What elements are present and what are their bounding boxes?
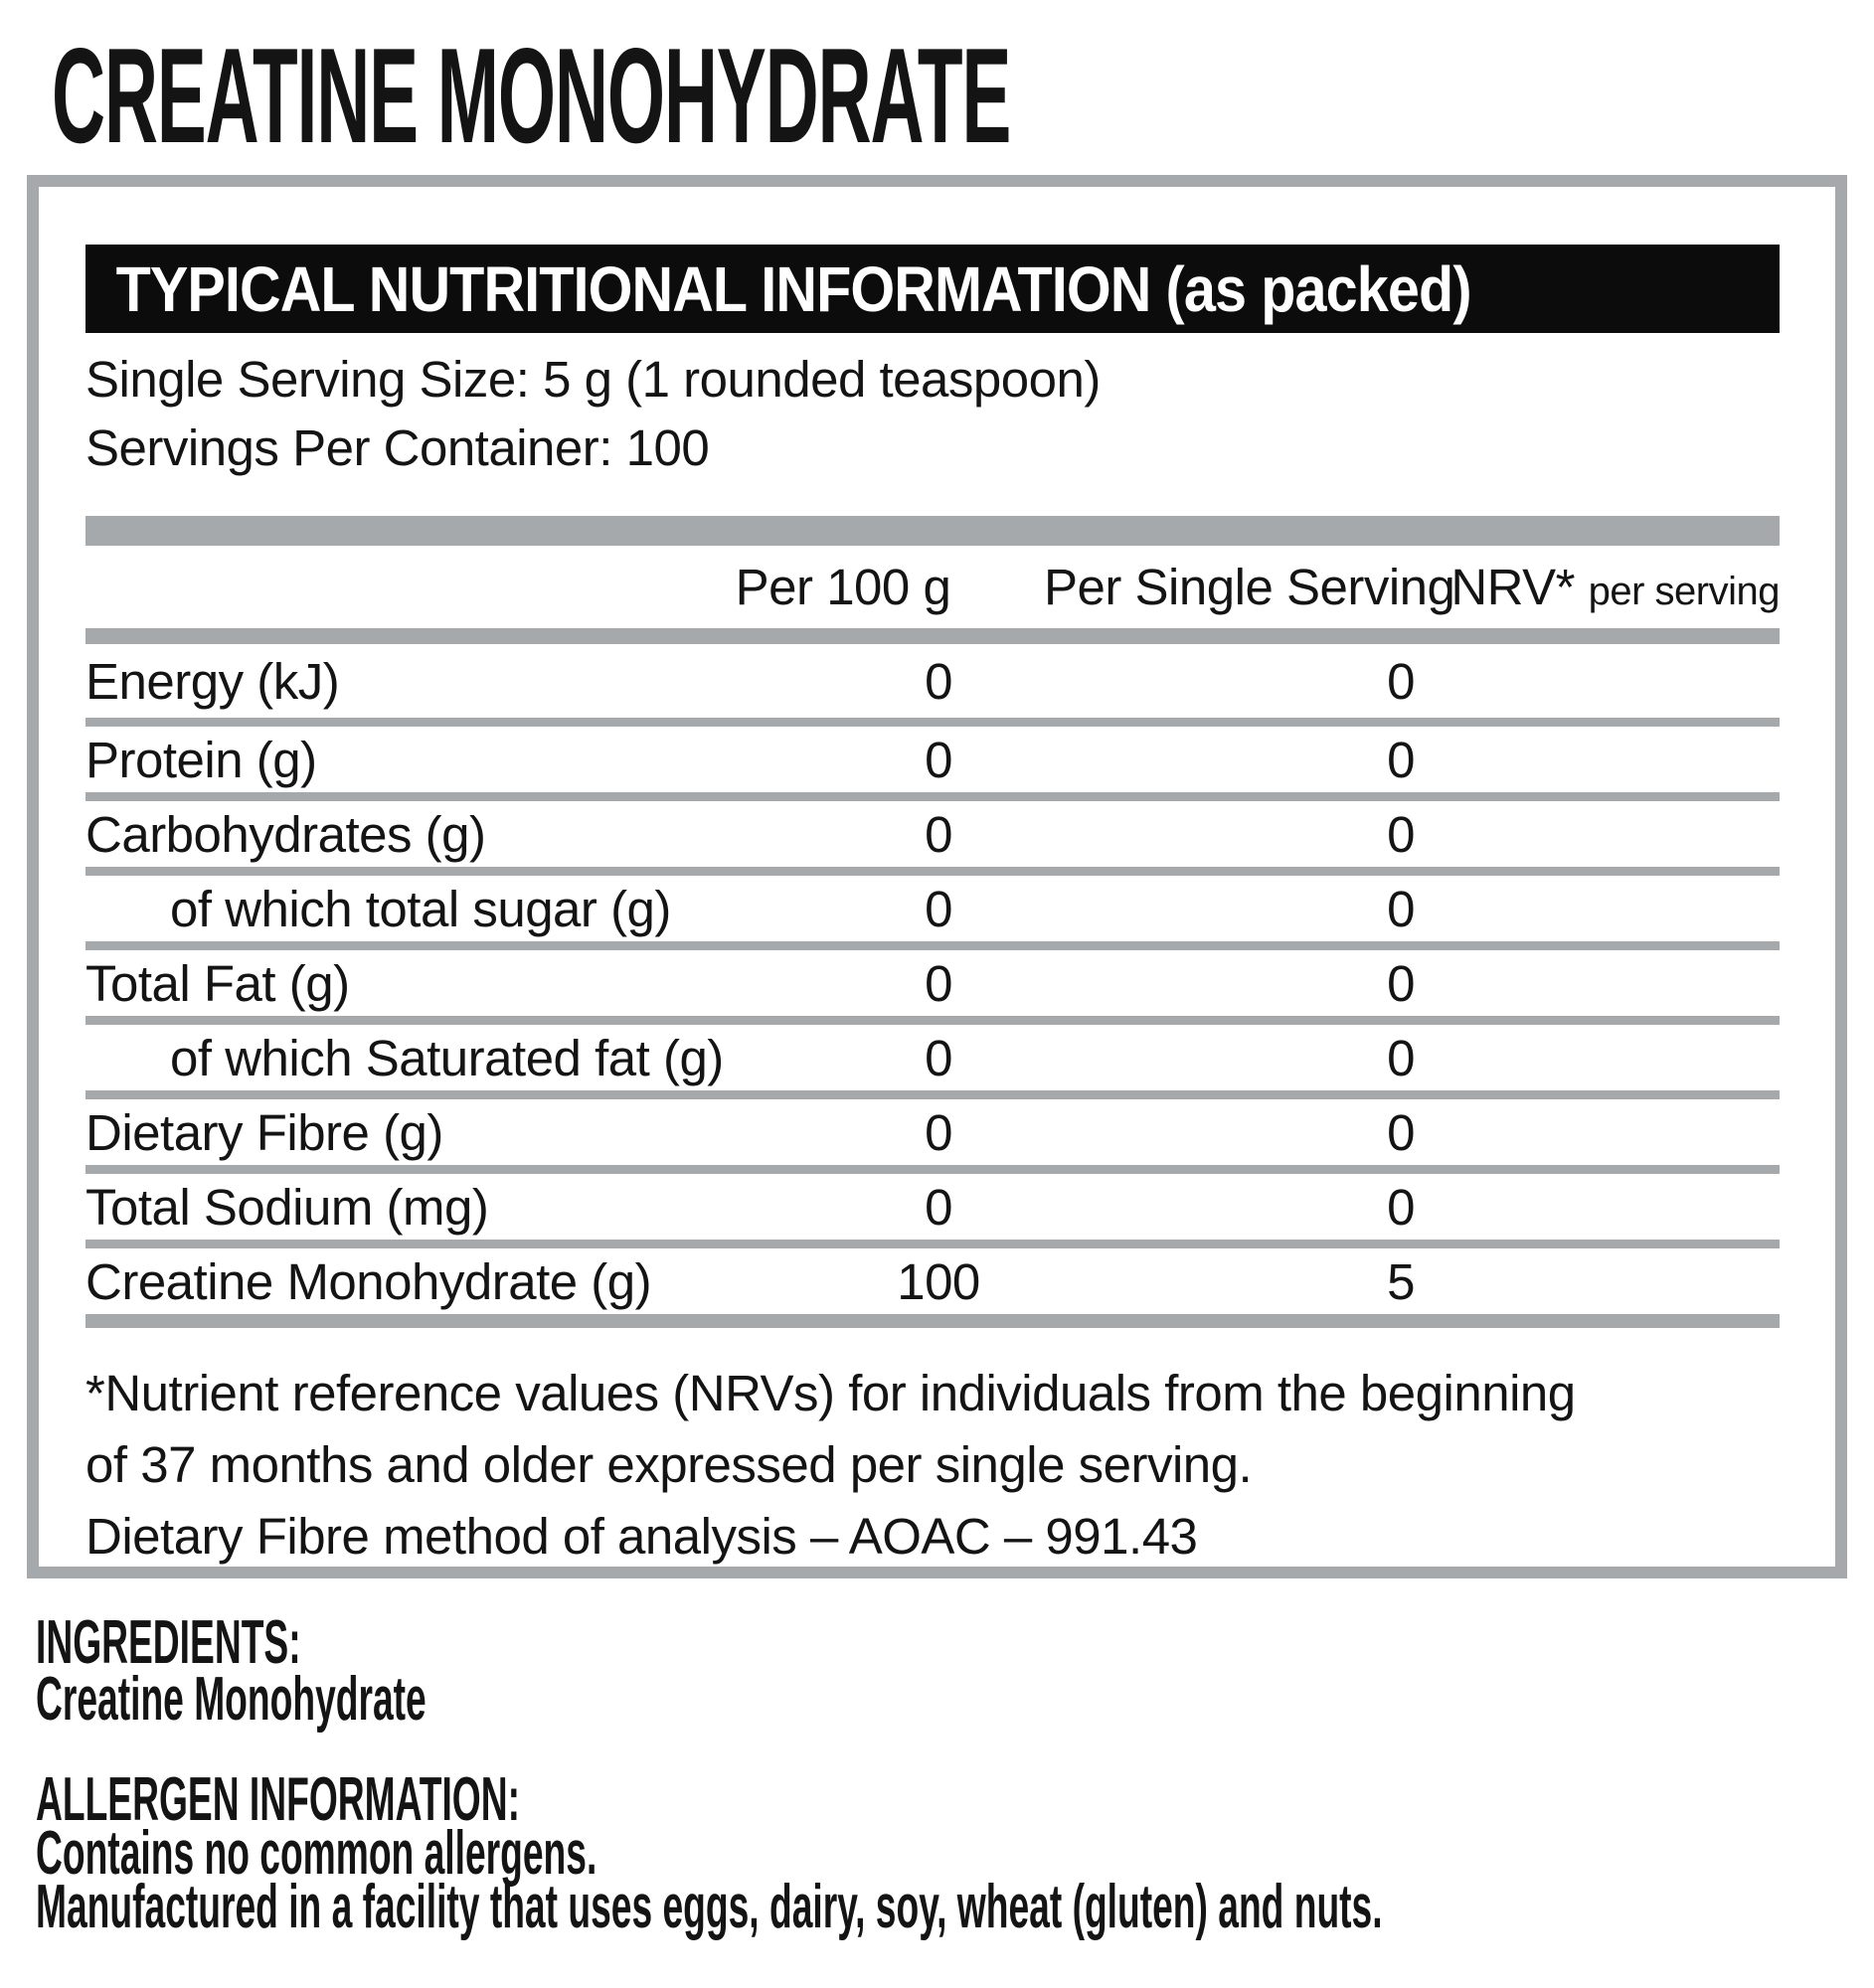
table-row bbox=[85, 1174, 1780, 1240]
row-separator bbox=[85, 1240, 1780, 1248]
table-row bbox=[85, 950, 1780, 1016]
nutrient-label: Creatine Monohydrate (g) bbox=[85, 1252, 652, 1310]
value-per-100g: 0 bbox=[925, 1178, 952, 1236]
nutrition-panel-inner bbox=[39, 187, 1835, 1573]
value-per-100g: 0 bbox=[925, 805, 952, 863]
row-separator bbox=[85, 941, 1780, 950]
value-per-single-serving: 0 bbox=[1387, 652, 1415, 710]
divider-bar-top bbox=[85, 516, 1780, 546]
nutrient-label: Total Sodium (mg) bbox=[85, 1178, 489, 1236]
value-per-single-serving: 0 bbox=[1387, 1178, 1415, 1236]
nrv-label: NRV* bbox=[1450, 559, 1575, 615]
nutrient-label: Protein (g) bbox=[85, 731, 317, 788]
value-per-single-serving: 0 bbox=[1387, 731, 1415, 788]
value-per-100g: 0 bbox=[925, 1103, 952, 1161]
row-separator bbox=[85, 718, 1780, 727]
row-separator bbox=[85, 1165, 1780, 1174]
value-per-100g: 0 bbox=[925, 1029, 952, 1086]
allergen-section bbox=[36, 1765, 1383, 1941]
nutrition-panel bbox=[27, 175, 1847, 1578]
row-separator bbox=[85, 792, 1780, 801]
value-per-single-serving: 0 bbox=[1387, 1029, 1415, 1086]
allergen-line-2: Manufactured in a facility that uses eggs, dairy, soy, wheat (gluten) and nuts. bbox=[36, 1873, 1383, 1941]
row-separator bbox=[85, 867, 1780, 876]
serving-size-line: Single Serving Size: 5 g (1 rounded teaspoon) bbox=[85, 351, 1101, 408]
table-row bbox=[85, 644, 1780, 718]
table-row bbox=[85, 727, 1780, 792]
serving-info bbox=[85, 345, 1780, 482]
page-title: CREATINE MONOHYDRATE bbox=[52, 20, 1011, 171]
table-row bbox=[85, 1248, 1780, 1314]
allergen-line-1: Contains no common allergens. bbox=[36, 1819, 597, 1888]
nutrient-label: Total Fat (g) bbox=[85, 954, 350, 1012]
column-header-row bbox=[85, 546, 1780, 628]
nutrient-label: Carbohydrates (g) bbox=[85, 805, 486, 863]
value-per-single-serving: 0 bbox=[1387, 954, 1415, 1012]
nrv-per-serving-label: per serving bbox=[1588, 570, 1780, 613]
ingredients-heading: INGREDIENTS: bbox=[36, 1608, 301, 1677]
ingredients-text: Creatine Monohydrate bbox=[36, 1665, 426, 1734]
value-per-single-serving: 0 bbox=[1387, 1103, 1415, 1161]
column-header-per-100g: Per 100 g bbox=[735, 559, 951, 615]
value-per-100g: 0 bbox=[925, 731, 952, 788]
table-row bbox=[85, 876, 1780, 941]
bottom-sections bbox=[36, 1608, 1874, 1941]
panel-header-bar bbox=[85, 245, 1780, 333]
footnote-line-2: of 37 months and older expressed per single serving. bbox=[85, 1436, 1253, 1493]
nutrition-table bbox=[85, 644, 1780, 1314]
servings-per-container-line: Servings Per Container: 100 bbox=[85, 419, 710, 476]
value-per-single-serving: 0 bbox=[1387, 880, 1415, 937]
divider-bar-bottom bbox=[85, 1314, 1780, 1328]
row-separator bbox=[85, 1090, 1780, 1099]
column-header-per-single-serving: Per Single Serving bbox=[1044, 559, 1455, 615]
table-row bbox=[85, 1099, 1780, 1165]
divider-bar-under-headers bbox=[85, 628, 1780, 644]
footnote-line-1: *Nutrient reference values (NRVs) for individuals from the beginning bbox=[85, 1365, 1576, 1421]
value-per-100g: 100 bbox=[897, 1252, 980, 1310]
nutrient-label: Energy (kJ) bbox=[85, 652, 340, 710]
table-row bbox=[85, 1025, 1780, 1090]
value-per-single-serving: 5 bbox=[1387, 1252, 1415, 1310]
label-page bbox=[0, 20, 1874, 1988]
value-per-single-serving: 0 bbox=[1387, 805, 1415, 863]
footnotes bbox=[85, 1358, 1780, 1573]
value-per-100g: 0 bbox=[925, 954, 952, 1012]
table-row bbox=[85, 801, 1780, 867]
nutrient-label: of which Saturated fat (g) bbox=[170, 1029, 724, 1086]
row-separator bbox=[85, 1016, 1780, 1025]
panel-header-title: TYPICAL NUTRITIONAL INFORMATION (as packed) bbox=[115, 252, 1471, 325]
nutrient-label: of which total sugar (g) bbox=[170, 880, 671, 937]
ingredients-section bbox=[36, 1608, 1138, 1734]
value-per-100g: 0 bbox=[925, 652, 952, 710]
value-per-100g: 0 bbox=[925, 880, 952, 937]
nutrient-label: Dietary Fibre (g) bbox=[85, 1103, 443, 1161]
column-header-nrv bbox=[1344, 558, 1780, 616]
allergen-heading: ALLERGEN INFORMATION: bbox=[36, 1765, 521, 1834]
footnote-line-3: Dietary Fibre method of analysis – AOAC – 991.43 bbox=[85, 1508, 1198, 1565]
